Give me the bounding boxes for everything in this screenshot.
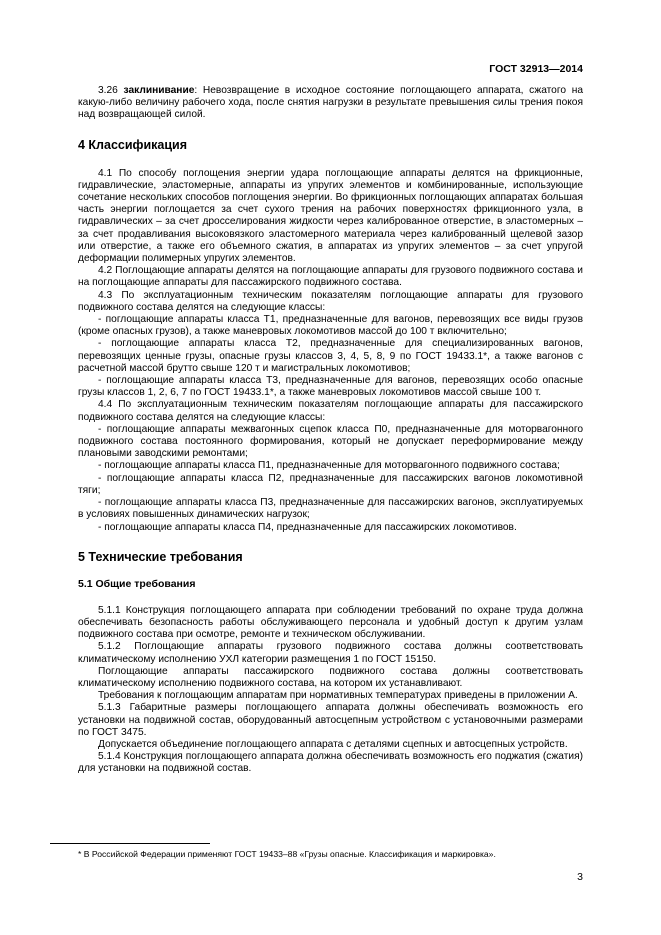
footnote-divider xyxy=(50,843,210,844)
paragraph-3-26 xyxy=(78,85,583,122)
paragraph-5-1-4: 5.1.4 Конструкция поглощающего аппарата должна обеспечивать возможность его поджатия (сжатия) для установки на подвижной состав. xyxy=(78,751,583,775)
list-item-p1: - поглощающие аппараты класса П1, предназначенные для моторвагонного подвижного состава; xyxy=(98,460,560,472)
paragraph-4-2: 4.2 Поглощающие аппараты делятся на поглощающие аппараты для грузового подвижного состава и на поглощающие аппараты для пассажирского подвижного состава. xyxy=(78,265,583,289)
paragraph-5-1-3: 5.1.3 Габаритные размеры поглощающего аппарата должны обеспечивать возможность его установки на подвижной состав, оборудованный автосцепным устройством с установочными размерами по ГОСТ 3475. xyxy=(78,702,583,738)
list-item-t3: - поглощающие аппараты класса Т3, предназначенные для вагонов, перевозящих особо опасные грузы классов 1, 2, 6, 7 по ГОСТ 19433.1*, а также маневровых локомотивов массой свыше 100 т. xyxy=(78,375,583,399)
page-number: 3 xyxy=(577,871,583,883)
paragraph-5-1-3-combination: Допускается объединение поглощающего аппарата с деталями сцепных и автосцепных устройств. xyxy=(98,738,568,750)
list-item-p4: - поглощающие аппараты класса П4, предназначенные для пассажирских локомотивов. xyxy=(98,521,517,533)
clause-number: 3.26 xyxy=(98,85,124,96)
page-body xyxy=(78,85,583,776)
paragraph-5-1-2-appendix: Требования к поглощающим аппаратам при нормативных температурах приведены в приложении А. xyxy=(98,690,578,702)
definition-text: : Невозвращение в исходное состояние поглощающего аппарата, сжатого на какую-либо величину рабочего хода, после снятия нагрузки в результате превышения силы трения покоя над возвращающей силой. xyxy=(78,85,583,121)
paragraph-4-4: 4.4 По эксплуатационным техническим показателям поглощающие аппараты для пассажирского подвижного состава делятся на следующие классы: xyxy=(78,399,583,423)
document-header: ГОСТ 32913—2014 xyxy=(489,63,583,75)
defined-term: заклинивание xyxy=(123,85,195,96)
list-item-t1: - поглощающие аппараты класса Т1, предназначенные для вагонов, перевозящих все виды грузов (кроме опасных грузов), а также маневровых локомотивов массой до 100 т включительно; xyxy=(78,314,583,338)
list-item-p0: - поглощающие аппараты межвагонных сцепок класса П0, предназначенные для моторвагонного подвижного состава постоянного формирования, который не допускает переформирование между плановыми заводскими ремонтами; xyxy=(78,423,583,460)
list-item-p2: - поглощающие аппараты класса П2, предназначенные для пассажирских вагонов локомотивной тяги; xyxy=(78,472,583,496)
paragraph-5-1-2-passenger: Поглощающие аппараты пассажирского подвижного состава должны соответствовать климатическому исполнению подвижного состава, на котором их устанавливают. xyxy=(78,665,583,689)
paragraph-4-3: 4.3 По эксплуатационным техническим показателям поглощающие аппараты для грузового подвижного состава делятся на следующие классы: xyxy=(78,289,583,313)
list-item-p3: - поглощающие аппараты класса П3, предназначенные для пассажирских вагонов, эксплуатируемых в условиях повышенных динамических нагрузок; xyxy=(78,497,583,521)
subsection-5-1-heading: 5.1 Общие требования xyxy=(78,577,196,590)
paragraph-4-1: 4.1 По способу поглощения энергии удара поглощающие аппараты делятся на фрикционные, гидравлические, эластомерные, аппараты из упругих элементов и комбинированные, использующие сочетание нескольких способов поглощения энергии. Во фрикционных поглощающих аппаратах большая часть энергии поглощается за счет сухого трения на рабочих поверхностях фрикционного узла, в гидравлических – за счет дросселирования жидкости через калиброванное отверстие, в эластомерных – за счет продавливания высоковязкого эластомерного материала через калиброванный щелевой зазор или отверстие, а также его объемного сжатия, в аппаратах из упругих элементов – за счет упругой деформации полимерных упругих элементов. xyxy=(78,167,583,265)
footnote: * В Российской Федерации применяют ГОСТ 19433–88 «Грузы опасные. Классификация и маркировка». xyxy=(78,849,496,859)
section-5-heading: 5 Технические требования xyxy=(78,549,243,564)
paragraph-5-1-1: 5.1.1 Конструкция поглощающего аппарата при соблюдении требований по охране труда должна обеспечивать безопасность работы обслуживающего персонала и удобный доступ к другим узлам подвижного состава при осмотре, ремонте и техническом обслуживании. xyxy=(78,604,583,641)
paragraph-5-1-2: 5.1.2 Поглощающие аппараты грузового подвижного состава должны соответствовать климатическому исполнению УХЛ категории размещения 1 по ГОСТ 15150. xyxy=(78,641,583,665)
section-4-heading: 4 Классификация xyxy=(78,137,188,152)
list-item-t2: - поглощающие аппараты класса Т2, предназначенные для специализированных вагонов, перевозящих ценные грузы, опасные грузы классов 3, 4, 5, 8, 9 по ГОСТ 19433.1*, а также вагонов с расчетной массой брутто свыше 120 т и магистральных локомотивов; xyxy=(78,338,583,374)
